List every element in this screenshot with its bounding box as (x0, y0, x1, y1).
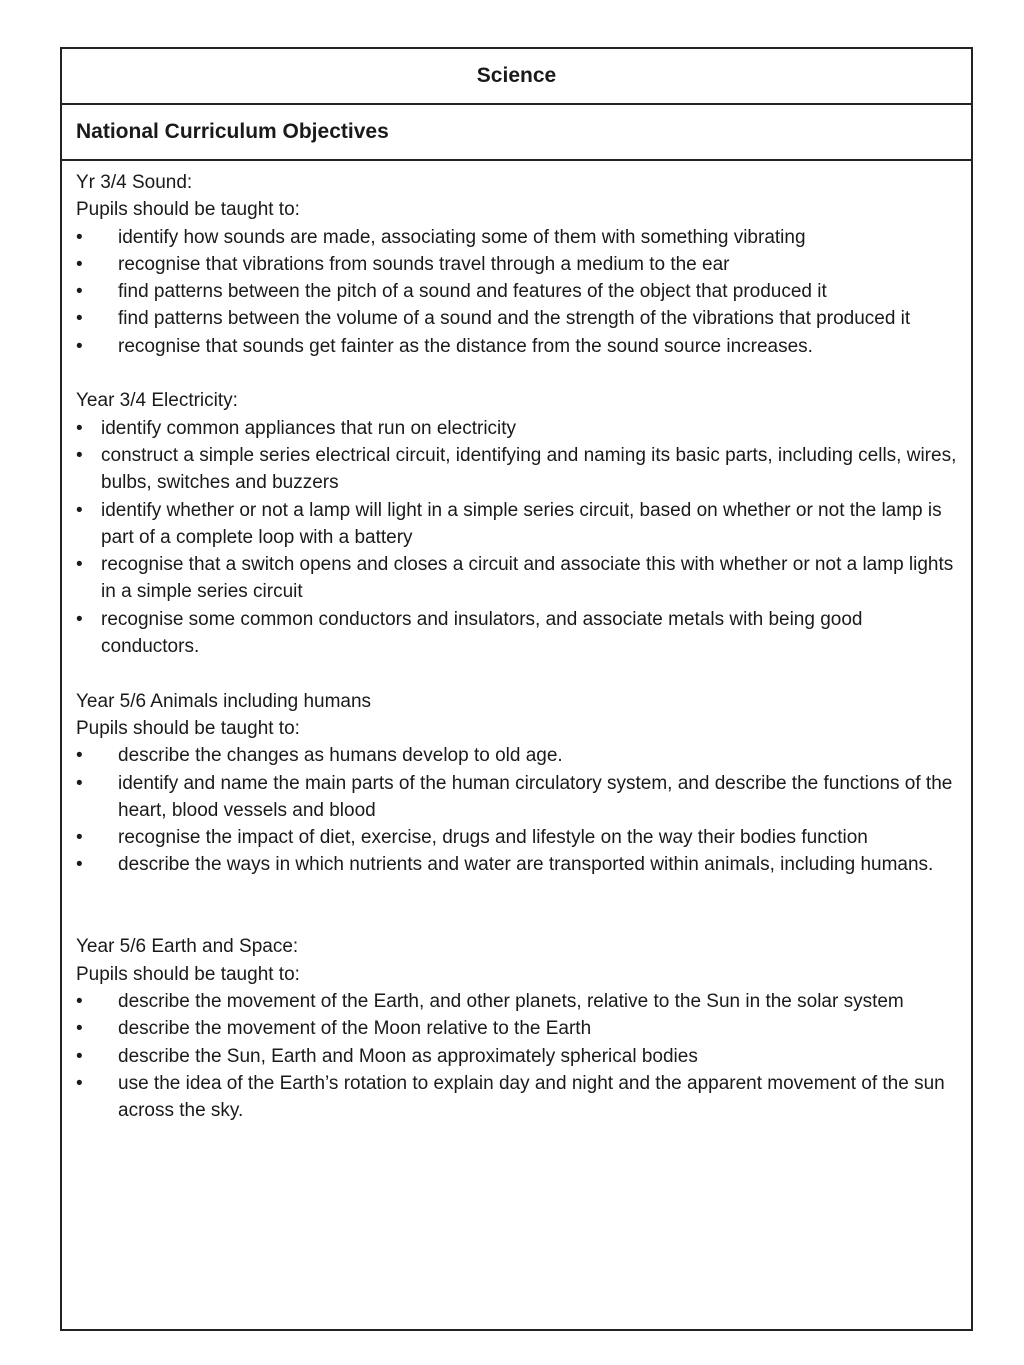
list-item (76, 851, 957, 878)
list-item-text: find patterns between the volume of a sound and the strength of the vibrations that produced it (118, 308, 911, 330)
bullet-icon: • (76, 1072, 83, 1094)
objective-list (76, 224, 957, 360)
objectives-content (62, 161, 971, 1124)
section-animals (76, 688, 957, 879)
list-item (76, 1015, 957, 1042)
list-item (76, 1043, 957, 1070)
list-item-text: identify how sounds are made, associating some of them with something vibrating (118, 226, 806, 248)
bullet-icon: • (76, 281, 83, 303)
list-item (76, 824, 957, 851)
list-item-text: describe the ways in which nutrients and water are transported within animals, including humans. (118, 854, 934, 876)
bullet-icon: • (76, 854, 83, 876)
list-item (76, 251, 957, 278)
bullet-icon: • (76, 745, 83, 767)
section-heading: Year 3/4 Electricity: (76, 390, 238, 412)
section-spacer (76, 660, 957, 687)
list-item (76, 988, 957, 1015)
list-item (76, 333, 957, 360)
list-item (76, 1070, 957, 1125)
list-item-text: find patterns between the pitch of a sound and features of the object that produced it (118, 281, 827, 303)
bullet-icon: • (76, 1045, 83, 1067)
bullet-icon: • (76, 226, 83, 248)
bullet-icon: • (76, 608, 83, 630)
objective-list (76, 415, 957, 661)
page-title: Science (62, 49, 971, 105)
section-intro: Pupils should be taught to: (76, 199, 300, 221)
bullet-icon: • (76, 827, 83, 849)
list-item-text: identify whether or not a lamp will light in a simple series circuit, based on whether or not the lamp is part of a complete loop with a battery (101, 499, 942, 548)
section-sound (76, 169, 957, 360)
list-item (76, 278, 957, 305)
list-item-text: use the idea of the Earth’s rotation to explain day and night and the apparent movement of the sun across the sky. (118, 1072, 945, 1122)
bullet-icon: • (76, 308, 83, 330)
list-item (76, 551, 957, 606)
section-earth-space (76, 933, 957, 1124)
section-heading: Yr 3/4 Sound: (76, 172, 193, 193)
list-item (76, 742, 957, 769)
bullet-icon: • (76, 772, 83, 794)
bullet-icon: • (76, 1018, 83, 1040)
bullet-icon: • (76, 499, 83, 521)
bullet-icon: • (76, 335, 83, 357)
list-item-text: identify and name the main parts of the human circulatory system, and describe the functions of the heart, blood vessels and blood (118, 772, 953, 821)
list-item-text: recognise that vibrations from sounds travel through a medium to the ear (118, 253, 730, 275)
list-item (76, 305, 957, 332)
list-item (76, 224, 957, 251)
list-item-text: describe the changes as humans develop to old age. (118, 745, 563, 767)
list-item-text: describe the Sun, Earth and Moon as approximately spherical bodies (118, 1045, 698, 1067)
list-item-text: describe the movement of the Earth, and other planets, relative to the Sun in the solar system (118, 990, 904, 1012)
list-item (76, 442, 957, 497)
objective-list (76, 988, 957, 1124)
section-heading: Year 5/6 Animals including humans (76, 690, 372, 712)
section-heading: Year 5/6 Earth and Space: (76, 936, 299, 958)
list-item-text: construct a simple series electrical circuit, identifying and naming its basic parts, including cells, wires, bulbs, switches and buzzers (101, 444, 957, 494)
section-electricity (76, 387, 957, 660)
section-intro: Pupils should be taught to: (76, 963, 300, 985)
objective-list (76, 742, 957, 878)
bullet-icon: • (76, 253, 83, 275)
bullet-icon: • (76, 417, 83, 439)
curriculum-table (60, 47, 973, 1331)
list-item (76, 415, 957, 442)
list-item-text: recognise that a switch opens and closes a circuit and associate this with whether or not a lamp lights in a simple series circuit (101, 554, 954, 603)
section-spacer (76, 360, 957, 387)
bullet-icon: • (76, 444, 83, 466)
list-item-text: describe the movement of the Moon relative to the Earth (118, 1018, 592, 1040)
list-item (76, 770, 957, 825)
list-item (76, 606, 957, 661)
section-intro: Pupils should be taught to: (76, 717, 300, 739)
list-item (76, 497, 957, 552)
bullet-icon: • (76, 554, 83, 576)
bullet-icon: • (76, 990, 83, 1012)
list-item-text: recognise that sounds get fainter as the distance from the sound source increases. (118, 335, 813, 357)
table-subtitle: National Curriculum Objectives (62, 105, 971, 161)
list-item-text: recognise the impact of diet, exercise, drugs and lifestyle on the way their bodies function (118, 827, 868, 849)
list-item-text: recognise some common conductors and insulators, and associate metals with being good conductors. (101, 608, 863, 658)
list-item-text: identify common appliances that run on electricity (101, 417, 517, 439)
section-spacer (76, 879, 957, 934)
